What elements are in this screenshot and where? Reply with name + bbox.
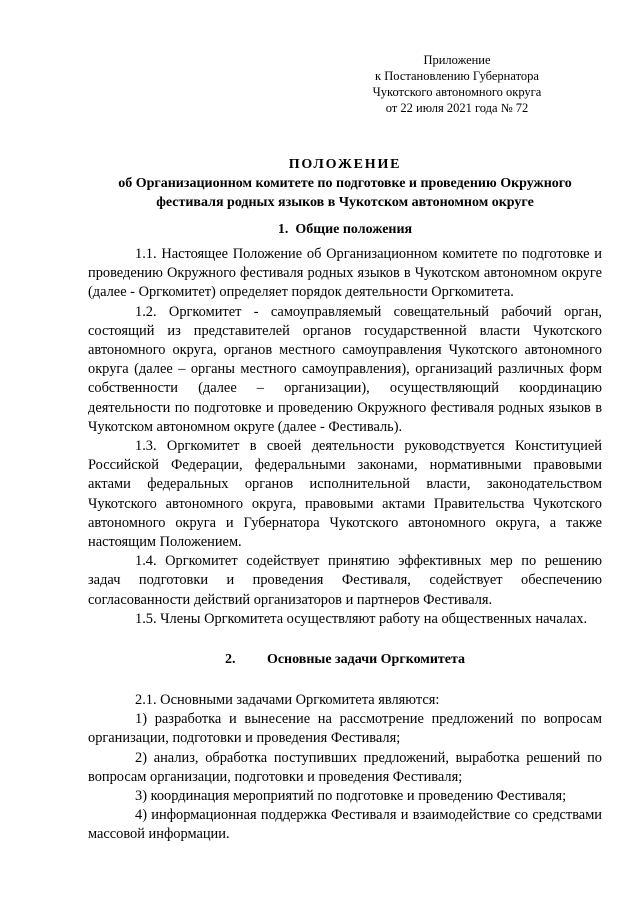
approval-date-number: от 22 июля 2021 года № 72 <box>385 101 529 115</box>
paragraph-2-1: 2.1. Основными задачами Оргкомитета являются: <box>135 692 440 709</box>
section-2-heading <box>88 650 602 669</box>
paragraph-1-2: 1.2. Оргкомитет - самоуправляемый совещательный рабочий орган, состоящий из представителей органов государственной власти Чукотского автономного округа, органов местного самоуправления Чукотского автономного округа (далее – органы местного самоуправления), организаций различных форм собственности (далее – организации), осуществляющий координацию деятельности по подготовке и проведению Окружного фестиваля родных языков в Чукотском автономном округе (далее - Фестиваль). <box>88 303 602 435</box>
document-title: ПОЛОЖЕНИЕ <box>288 157 402 172</box>
paragraph-1-5: 1.5. Члены Оргкомитета осуществляют работу на общественных началах. <box>135 610 588 627</box>
section-title: Основные задачи Оргкомитета <box>266 652 466 668</box>
paragraph-1-3: 1.3. Оргкомитет в своей деятельности руководствуется Конституцией Российской Федерации, федеральными законами, нормативными правовыми актами федеральных органов исполнительной власти, законодательством Чукотского автономного округа, правовыми актами Правительства Чукотского автономного округа и Губернатора Чукотского автономного округа, а также настоящим Положением. <box>88 438 602 551</box>
document-page <box>88 52 602 845</box>
document-subtitle: об Организационном комитете по подготовке и проведению Окружного фестиваля родных языков в Чукотском автономном округе <box>118 176 572 210</box>
list-item: 1) разработка и вынесение на рассмотрение предложений по вопросам организации, подготовки и проведения Фестиваля; <box>88 711 602 747</box>
approval-line: Приложение <box>423 53 491 67</box>
approval-line: Чукотского автономного округа <box>372 85 542 99</box>
list-item: 3) координация мероприятий по подготовке и проведению Фестиваля; <box>135 788 567 805</box>
section-number: 2. <box>224 652 236 668</box>
paragraph-1-4: 1.4. Оргкомитет содействует принятию эффективных мер по решению задач подготовки и проведения Фестиваля, содействует обеспечению согласованности действий организаторов и партнеров Фестиваля. <box>88 553 602 608</box>
section-number: 1. <box>277 222 289 237</box>
list-item: 4) информационная поддержка Фестиваля и взаимодействие со средствами массовой информации. <box>88 807 602 843</box>
section-title: Общие положения <box>295 222 413 237</box>
list-item: 2) анализ, обработка поступивших предложений, выработка решений по вопросам организации, подготовки и проведения Фестиваля; <box>88 749 602 785</box>
approval-block <box>342 52 572 116</box>
section-1-heading <box>88 220 602 239</box>
paragraph-1-1: 1.1. Настоящее Положение об Организационном комитете по подготовке и проведению Окружного фестиваля родных языков в Чукотском автономном округе (далее - Оргкомитет) определяет порядок деятельности Оргкомитета. <box>88 246 602 301</box>
approval-line: к Постановлению Губернатора <box>375 69 539 83</box>
